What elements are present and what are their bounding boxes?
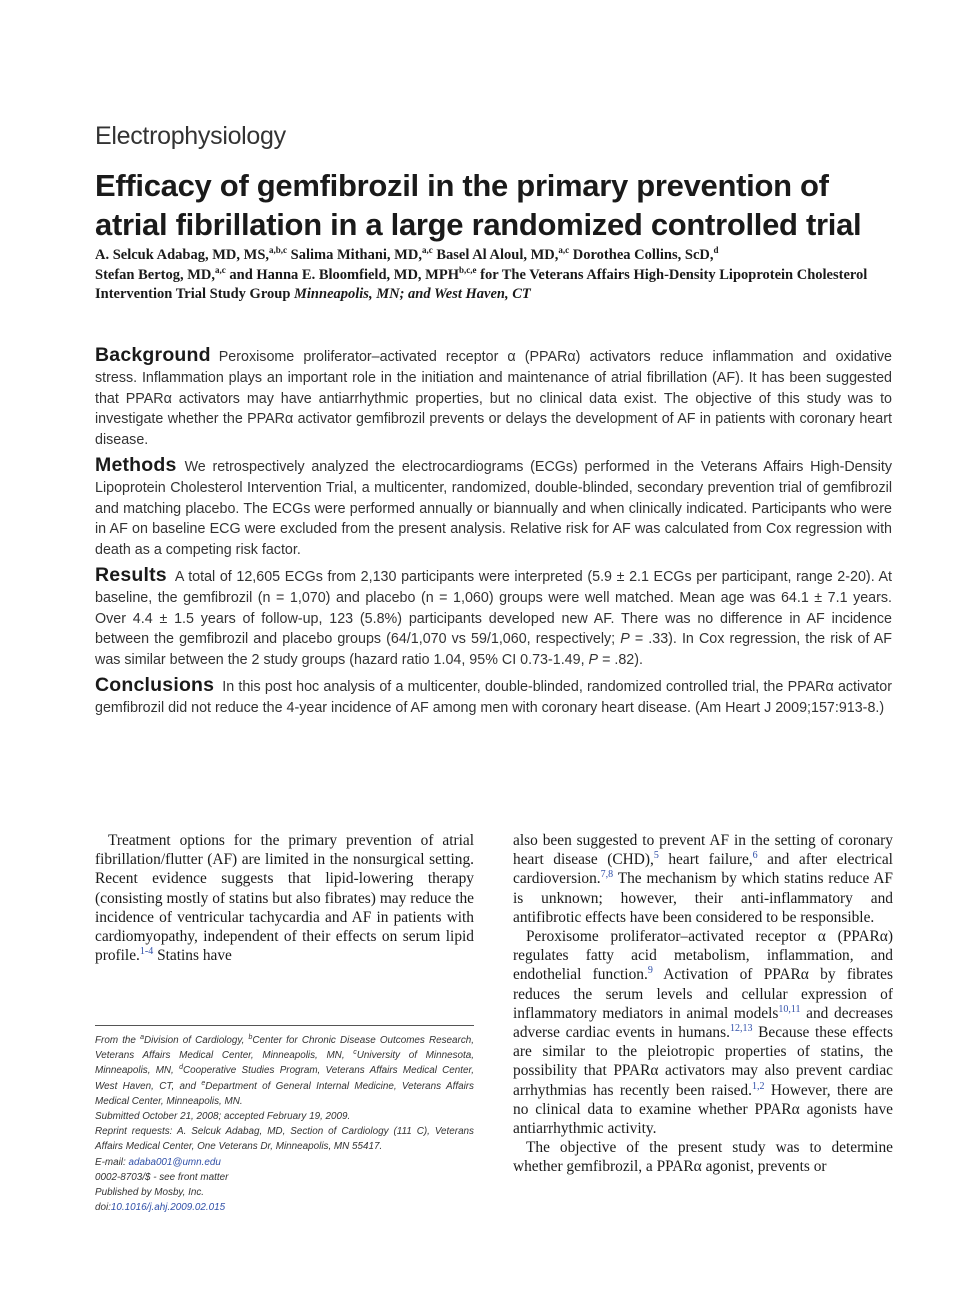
abstract-conclusions	[95, 675, 892, 719]
abstract-results	[95, 565, 892, 671]
author-name: A. Selcuk Adabag, MD, MS,	[95, 247, 270, 263]
body-column-left	[95, 831, 474, 965]
abstract	[95, 345, 892, 723]
affiliation-marker: a	[140, 1034, 144, 1041]
body-text: However, there are no clinical data to examine whether PPARα agonists have antiarrhythmic activity.	[513, 1081, 893, 1138]
body-text: Activation of PPARα by fibrates reduces the serum levels and cellular expression of inflammatory mediators in animal models	[513, 966, 893, 1022]
publisher-line: Published by Mosby, Inc.	[95, 1187, 205, 1199]
body-paragraph	[513, 1138, 893, 1176]
abstract-text: = .82).	[602, 652, 643, 669]
doi-link[interactable]: 10.1016/j.ahj.2009.02.015	[110, 1202, 226, 1214]
citation-link[interactable]: 12,13	[729, 1023, 753, 1035]
body-text: and decreases adverse cardiac events in humans.	[513, 1004, 893, 1042]
author-location: Minneapolis, MN; and West Haven, CT	[294, 286, 531, 302]
abstract-heading: Background	[95, 344, 211, 366]
citation-link[interactable]: 1,2	[751, 1080, 765, 1092]
issn-line: 0002-8703/$ - see front matter	[95, 1171, 229, 1183]
submission-dates: Submitted October 21, 2008; accepted February 19, 2009.	[95, 1111, 351, 1123]
abstract-text: = .33). In Cox regression, the risk of AF was similar between the 2 study groups (hazard ratio 1.04, 95% CI 0.73-1.49,	[95, 631, 892, 669]
citation-link[interactable]: 7,8	[600, 869, 614, 881]
author-list	[95, 246, 900, 305]
abstract-methods	[95, 455, 892, 561]
affiliation-marker: d	[713, 245, 719, 255]
reprint-requests: Reprint requests: A. Selcuk Adabag, MD, Section of Cardiology (111 C), Veterans Affairs Medical Center, One Veterans Dr, Minneapolis, MN 55417.	[95, 1126, 474, 1153]
affiliation-marker: c	[353, 1049, 357, 1057]
affiliations-note	[95, 1033, 474, 1109]
email-link[interactable]: adaba001@umn.edu	[128, 1156, 221, 1168]
author-name: Basel Al Aloul, MD,	[436, 247, 559, 263]
body-paragraph	[513, 831, 893, 927]
affiliation-marker: a,b,c	[269, 245, 288, 255]
body-text: and after electrical cardioversion.	[513, 851, 893, 888]
abstract-heading: Results	[95, 563, 167, 586]
body-paragraph	[513, 927, 893, 1138]
citation-link[interactable]: 6	[752, 850, 758, 862]
author-name: Stefan Bertog, MD,	[95, 266, 216, 283]
citation-link[interactable]: 1-4	[139, 946, 154, 958]
body-text: Treatment options for the primary prevention of atrial fibrillation/flutter (AF) are limited in the nonsurgical setting. Recent evidence suggests that lipid-lowering therapy (consisting mostly of statins but also fibrates) may reduce the incidence of ventricular tachycardia and AF in patients with cardiomyopathy, independent of their effects on serum lipid profile.	[95, 832, 474, 965]
footnote-text: University of Minnesota, Minneapolis, MN,	[95, 1050, 474, 1077]
study-group: for The Veterans Affairs High-Density Lipoprotein Cholesterol Intervention Trial Study Group	[95, 266, 868, 302]
author-name: Salima Mithani, MD,	[290, 247, 422, 263]
footnote-text: Division of Cardiology,	[143, 1035, 245, 1046]
abstract-text: Peroxisome proliferator–activated receptor α (PPARα) activators reduce inflammation and oxidative stress. Inflammation plays an important role in the initiation and maintenance of atrial fibrillation (AF). It has been suggested that PPARα activators may have antiarrhythmic properties, but no clinical data exist. The objective of this study was to investigate whether the PPARα activator gemfibrozil prevents or delays the development of AF in patients with coronary heart disease.	[95, 349, 892, 449]
email-line	[95, 1155, 474, 1170]
body-column-right	[513, 831, 893, 1177]
footnote-divider	[95, 1025, 474, 1026]
abstract-text: We retrospectively analyzed the electrocardiograms (ECGs) performed in the Veterans Affairs High-Density Lipoprotein Cholesterol Intervention Trial, a multicenter, randomized, double-blinded, secondary prevention trial of gemfibrozil and matching placebo. The ECGs were performed annually or biannually and when clinically indicated. Participants who were in AF on baseline ECG were excluded from the present analysis. Relative risk for AF was calculated from Cox regression with death as a competing risk factor.	[95, 458, 892, 559]
body-paragraph	[95, 831, 474, 965]
citation-link[interactable]: 9	[647, 965, 653, 977]
body-text: The objective of the present study was to determine whether gemfibrozil, a PPARα agonist, prevents or	[513, 1139, 893, 1176]
abstract-heading: Conclusions	[95, 673, 215, 696]
email-label: E-mail:	[95, 1156, 126, 1168]
body-text: Peroxisome proliferator–activated receptor α (PPARα) regulates fatty acid metabolism, inflammation, and endothelial function.	[513, 928, 893, 984]
citation-link[interactable]: 5	[653, 850, 659, 862]
author-name: Dorothea Collins, ScD,	[572, 247, 714, 263]
affiliation-marker: b,c,e	[459, 264, 477, 275]
section-label: Electrophysiology	[95, 122, 286, 150]
abstract-background	[95, 345, 892, 451]
abstract-heading: Methods	[95, 453, 177, 476]
body-text: Statins have	[157, 947, 232, 965]
body-text: Because these effects are similar to the pleiotropic properties of statins, the possibility that PPARα activators may also prevent cardiac arrhythmias has recently been raised.	[513, 1024, 894, 1099]
abstract-text: In this post hoc analysis of a multicenter, double-blinded, randomized controlled trial, the PPARα activator gemfibrozil did not reduce the 4-year incidence of AF among men with coronary heart disease. (Am Heart J 2009;157:913-8.)	[95, 678, 892, 716]
footnotes	[95, 1033, 474, 1215]
doi-label: doi:	[95, 1202, 111, 1214]
footnote-text: Cooperative Studies Program, Veterans Affairs Medical Center, West Haven, CT, and	[95, 1065, 474, 1092]
affiliation-marker: a,c	[558, 245, 570, 255]
affiliation-marker: b	[248, 1034, 253, 1041]
p-value-symbol: P	[620, 631, 630, 648]
body-text: also been suggested to prevent AF in the setting of coronary heart disease (CHD),	[513, 832, 893, 869]
article-title: Efficacy of gemfibrozil in the primary prevention of atrial fibrillation in a large randomized controlled trial	[95, 168, 862, 242]
affiliation-marker: a,c	[421, 245, 433, 255]
citation-link[interactable]: 10,11	[778, 1003, 801, 1015]
footnote-text: From the	[95, 1035, 136, 1046]
p-value-symbol: P	[588, 652, 599, 669]
doi-line	[95, 1200, 474, 1215]
footnote-text: Department of General Internal Medicine, Veterans Affairs Medical Center, Minneapolis, MN.	[95, 1080, 474, 1107]
affiliation-marker: e	[201, 1079, 206, 1087]
author-name: and Hanna E. Bloomfield, MD, MPH	[229, 266, 459, 283]
body-text: The mechanism by which statins reduce AF is unknown; however, their anti-inflammatory and antifibrotic effects have been considered to be responsible.	[513, 870, 893, 926]
footnote-text: Center for Chronic Disease Outcomes Research, Veterans Affairs Medical Center, Minneapolis, MN,	[95, 1035, 474, 1062]
body-text: heart failure,	[668, 851, 753, 869]
abstract-text: A total of 12,605 ECGs from 2,130 participants were interpreted (5.9 ± 2.1 ECGs per participant, range 2-20). At baseline, the gemfibrozil (n = 1,070) and placebo (n = 1,060) groups were well matched. Mean age was 64.1 ± 7.1 years. Over 4.4 ± 1.5 years of follow-up, 123 (5.8%) participants developed new AF. There was no difference in AF incidence between the gemfibrozil and placebo groups (64/1,070 vs 59/1,060, respectively;	[95, 568, 892, 648]
affiliation-marker: a,c	[215, 264, 226, 275]
affiliation-marker: d	[179, 1064, 183, 1072]
